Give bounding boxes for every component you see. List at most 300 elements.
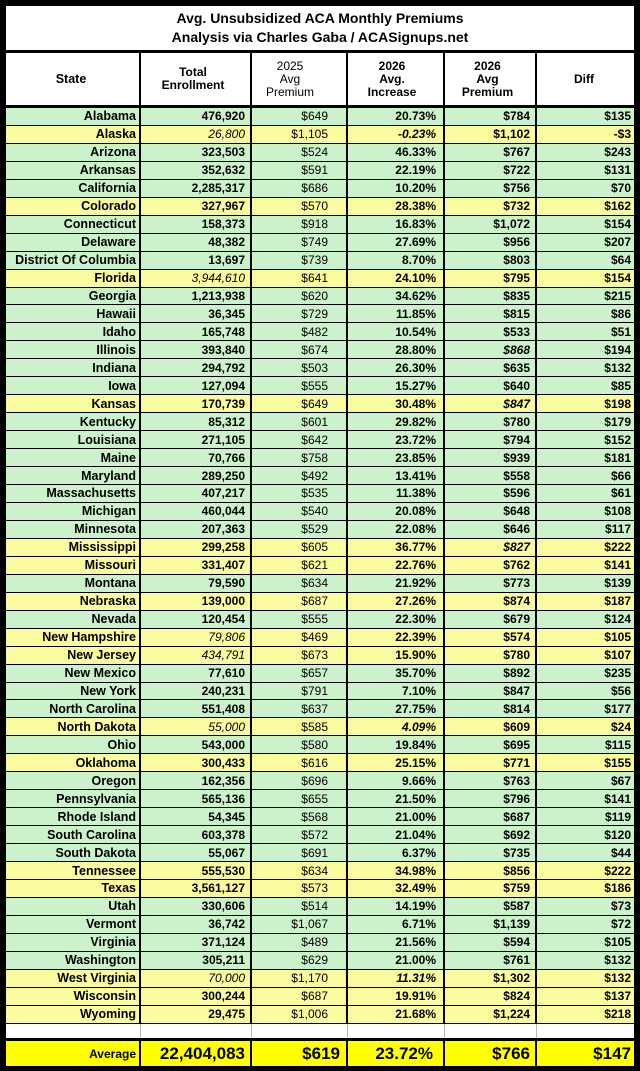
cell-increase_2026: 16.83% [348, 216, 445, 233]
cell-premium_2025: $591 [252, 162, 348, 179]
table-row [6, 826, 634, 844]
table-row [6, 970, 634, 988]
cell-enrollment: 70,766 [141, 449, 252, 466]
cell-state: Vermont [6, 916, 141, 933]
cell-state: District Of Columbia [6, 252, 141, 269]
column-header-premium_2026 [445, 53, 537, 105]
cell-enrollment: 1,213,938 [141, 288, 252, 305]
cell-increase_2026: 24.10% [348, 270, 445, 287]
cell-premium_2025: $634 [252, 575, 348, 592]
cell-state: Texas [6, 880, 141, 897]
cell-premium_2026: $773 [445, 575, 537, 592]
cell-premium_2026: $847 [445, 683, 537, 700]
cell-diff: $70 [610, 181, 631, 196]
cell-premium_2025: $1,006 [252, 1006, 348, 1023]
cell-increase_2026: 21.56% [348, 934, 445, 951]
cell-increase_2026: 28.38% [348, 198, 445, 215]
cell-premium_2026: $780 [445, 647, 537, 664]
cell-diff: $85 [610, 378, 631, 393]
cell-premium_2026: $767 [445, 144, 537, 161]
cell-enrollment: 460,044 [141, 503, 252, 520]
column-header-line: Premium [461, 84, 514, 99]
cell-enrollment: 305,211 [141, 952, 252, 969]
cell-enrollment: 139,000 [141, 593, 252, 610]
column-header-row [6, 53, 634, 108]
cell-premium_2026: $640 [445, 377, 537, 394]
cell-premium_2025: $739 [252, 252, 348, 269]
cell-diff: $141 [604, 791, 631, 806]
cell-premium_2026: $596 [445, 485, 537, 502]
cell-premium_2026: $761 [445, 952, 537, 969]
table-row [6, 126, 634, 144]
cell-diff: $187 [604, 594, 631, 609]
cell-diff: -$3 [613, 127, 631, 142]
cell-premium_2025: $540 [252, 503, 348, 520]
cell-premium_2026: $824 [445, 988, 537, 1005]
cell-diff: $139 [604, 576, 631, 591]
cell-state: Illinois [6, 341, 141, 358]
cell-increase_2026: 10.20% [348, 180, 445, 197]
cell-premium_2025: $673 [252, 647, 348, 664]
cell-premium_2026: $735 [445, 844, 537, 861]
cell-premium_2025: $634 [252, 862, 348, 879]
cell-diff: $124 [604, 612, 631, 627]
cell-premium_2025: $649 [252, 108, 348, 125]
cell-premium_2026: $1,302 [445, 970, 537, 987]
cell-premium_2025: $601 [252, 413, 348, 430]
cell-enrollment: 331,407 [141, 557, 252, 574]
cell-premium_2026: $780 [445, 413, 537, 430]
cell-state: Ohio [6, 736, 141, 753]
cell-increase_2026: 21.50% [348, 790, 445, 807]
cell-increase_2026: 27.69% [348, 234, 445, 251]
cell-diff: $155 [604, 755, 631, 770]
cell-diff: $51 [610, 324, 631, 339]
cell-diff: $119 [604, 809, 631, 824]
cell-diff: $73 [610, 899, 631, 914]
table-row [6, 395, 634, 413]
cell-increase_2026: 22.19% [348, 162, 445, 179]
table-row [6, 377, 634, 395]
cell-premium_2025: $649 [252, 395, 348, 412]
column-header-line: Total [179, 65, 207, 79]
cell-premium_2026: $646 [445, 521, 537, 538]
cell-diff: $67 [610, 773, 631, 788]
cell-increase_2026: 11.31% [348, 970, 445, 987]
table-row [6, 665, 634, 683]
table-row [6, 503, 634, 521]
cell-state: Virginia [6, 934, 141, 951]
cell-state: Delaware [6, 234, 141, 251]
cell-enrollment: 55,000 [141, 718, 252, 735]
cell-increase_2026: 22.76% [348, 557, 445, 574]
cell-premium_2025: $489 [252, 934, 348, 951]
cell-diff: $86 [610, 306, 631, 321]
cell-premium_2026: $648 [445, 503, 537, 520]
cell-diff: $117 [604, 522, 631, 537]
cell-premium_2026: $815 [445, 305, 537, 322]
cell-diff: $154 [604, 217, 631, 232]
table-row [6, 359, 634, 377]
cell-enrollment: 434,791 [141, 647, 252, 664]
cell-state: Oklahoma [6, 754, 141, 771]
cell-premium_2025: $918 [252, 216, 348, 233]
column-header-line: Premium [265, 84, 314, 99]
cell-enrollment: 327,967 [141, 198, 252, 215]
table-row [6, 880, 634, 898]
cell-premium_2026: $679 [445, 611, 537, 628]
cell-diff: $198 [604, 396, 631, 411]
table-row [6, 754, 634, 772]
cell-increase_2026: 21.04% [348, 826, 445, 843]
column-header-line: 2026 [378, 58, 406, 73]
cell-enrollment: 555,530 [141, 862, 252, 879]
cell-premium_2025: $585 [252, 718, 348, 735]
cell-state: South Carolina [6, 826, 141, 843]
cell-premium_2025: $791 [252, 683, 348, 700]
cell-increase_2026: 11.38% [348, 485, 445, 502]
cell-enrollment: 300,244 [141, 988, 252, 1005]
cell-state: Washington [6, 952, 141, 969]
table-row [6, 916, 634, 934]
table-row [6, 557, 634, 575]
cell-state: Maryland [6, 467, 141, 484]
cell-premium_2026: $1,139 [445, 916, 537, 933]
cell-state: Connecticut [6, 216, 141, 233]
cell-diff: $154 [604, 271, 631, 286]
cell-increase_2026: 7.10% [348, 683, 445, 700]
table-row [6, 449, 634, 467]
cell-enrollment: 371,124 [141, 934, 252, 951]
column-header-line: Avg [476, 71, 499, 86]
table-row [6, 898, 634, 916]
cell-enrollment: 3,561,127 [141, 880, 252, 897]
cell-enrollment: 551,408 [141, 700, 252, 717]
cell-state: New York [6, 683, 141, 700]
column-header-line: Enrollment [161, 78, 225, 92]
cell-premium_2025: $605 [252, 539, 348, 556]
spacer-cell [445, 1024, 537, 1038]
cell-diff: $131 [604, 163, 631, 178]
cell-increase_2026: 27.75% [348, 700, 445, 717]
column-header-diff [537, 53, 634, 105]
cell-premium_2025: $687 [252, 593, 348, 610]
cell-premium_2025: $573 [252, 880, 348, 897]
cell-increase_2026: 9.66% [348, 772, 445, 789]
cell-premium_2026: $771 [445, 754, 537, 771]
cell-premium_2026: $558 [445, 467, 537, 484]
cell-state: New Jersey [6, 647, 141, 664]
column-header-increase_2026 [348, 53, 445, 105]
cell-enrollment: 476,920 [141, 108, 252, 125]
cell-enrollment: 77,610 [141, 665, 252, 682]
table-row [6, 234, 634, 252]
cell-enrollment: 79,590 [141, 575, 252, 592]
table-title-line-2: Analysis via Charles Gaba / ACASignups.net [171, 29, 469, 45]
table-row [6, 611, 634, 629]
cell-diff: $56 [610, 683, 631, 698]
cell-enrollment: 323,503 [141, 144, 252, 161]
cell-increase_2026: 21.00% [348, 952, 445, 969]
cell-enrollment: 79,806 [141, 629, 252, 646]
cell-state: Maine [6, 449, 141, 466]
table-row [6, 934, 634, 952]
cell-state: Nevada [6, 611, 141, 628]
cell-premium_2026: $1,072 [445, 216, 537, 233]
cell-premium_2025: $616 [252, 754, 348, 771]
column-header-line: Avg [279, 71, 301, 86]
cell-enrollment: 207,363 [141, 521, 252, 538]
cell-state: Mississippi [6, 539, 141, 556]
table-row [6, 808, 634, 826]
cell-diff: $105 [604, 630, 631, 645]
cell-increase_2026: -0.23% [348, 126, 445, 143]
cell-enrollment: 294,792 [141, 359, 252, 376]
cell-state: Tennessee [6, 862, 141, 879]
cell-enrollment: 85,312 [141, 413, 252, 430]
column-header-premium_2025 [252, 53, 348, 105]
cell-premium_2025: $535 [252, 485, 348, 502]
average-diff: $147 [593, 1043, 631, 1063]
column-header-line: Increase [367, 84, 417, 99]
cell-premium_2026: $814 [445, 700, 537, 717]
table-row [6, 413, 634, 431]
cell-increase_2026: 20.73% [348, 108, 445, 125]
cell-diff: $177 [604, 701, 631, 716]
table-row [6, 575, 634, 593]
cell-increase_2026: 20.08% [348, 503, 445, 520]
cell-increase_2026: 23.85% [348, 449, 445, 466]
table-row [6, 108, 634, 126]
table-row [6, 862, 634, 880]
cell-enrollment: 48,382 [141, 234, 252, 251]
cell-diff: $132 [604, 953, 631, 968]
cell-state: Louisiana [6, 431, 141, 448]
table-row [6, 772, 634, 790]
cell-premium_2026: $1,224 [445, 1006, 537, 1023]
cell-enrollment: 165,748 [141, 323, 252, 340]
cell-premium_2026: $956 [445, 234, 537, 251]
cell-diff: $115 [604, 737, 631, 752]
cell-premium_2026: $732 [445, 198, 537, 215]
column-header-line: Diff [574, 71, 594, 86]
cell-diff: $64 [610, 253, 631, 268]
cell-premium_2026: $794 [445, 431, 537, 448]
cell-enrollment: 271,105 [141, 431, 252, 448]
cell-increase_2026: 8.70% [348, 252, 445, 269]
cell-increase_2026: 10.54% [348, 323, 445, 340]
cell-diff: $215 [604, 289, 631, 303]
table-row [6, 952, 634, 970]
cell-increase_2026: 6.71% [348, 916, 445, 933]
cell-enrollment: 55,067 [141, 844, 252, 861]
column-header-line: State [55, 71, 87, 86]
cell-enrollment: 543,000 [141, 736, 252, 753]
table-row [6, 323, 634, 341]
cell-premium_2026: $762 [445, 557, 537, 574]
cell-increase_2026: 22.30% [348, 611, 445, 628]
cell-enrollment: 158,373 [141, 216, 252, 233]
cell-premium_2025: $687 [252, 988, 348, 1005]
cell-premium_2025: $580 [252, 736, 348, 753]
cell-enrollment: 352,632 [141, 162, 252, 179]
cell-state: Hawaii [6, 305, 141, 322]
cell-enrollment: 603,378 [141, 826, 252, 843]
spacer-row [6, 1024, 634, 1041]
table-row [6, 288, 634, 306]
cell-increase_2026: 21.92% [348, 575, 445, 592]
cell-state: North Carolina [6, 700, 141, 717]
average-total-enrollment: 22,404,083 [141, 1041, 252, 1066]
cell-increase_2026: 11.85% [348, 305, 445, 322]
cell-increase_2026: 14.19% [348, 898, 445, 915]
cell-diff: $61 [610, 486, 631, 501]
cell-state: Alabama [6, 108, 141, 125]
cell-premium_2025: $655 [252, 790, 348, 807]
cell-diff: $152 [604, 432, 631, 447]
cell-premium_2025: $503 [252, 359, 348, 376]
table-row [6, 467, 634, 485]
table-row [6, 844, 634, 862]
cell-diff: $243 [604, 145, 631, 160]
cell-premium_2026: $695 [445, 736, 537, 753]
cell-premium_2025: $524 [252, 144, 348, 161]
cell-state: Arkansas [6, 162, 141, 179]
table-row [6, 539, 634, 557]
cell-increase_2026: 35.70% [348, 665, 445, 682]
table-row [6, 647, 634, 665]
average-2026-increase: 23.72% [348, 1041, 445, 1066]
table-row [6, 305, 634, 323]
cell-increase_2026: 15.90% [348, 647, 445, 664]
cell-premium_2026: $722 [445, 162, 537, 179]
cell-increase_2026: 46.33% [348, 144, 445, 161]
cell-diff: $105 [604, 935, 631, 950]
table-row [6, 593, 634, 611]
cell-premium_2025: $568 [252, 808, 348, 825]
cell-enrollment: 54,345 [141, 808, 252, 825]
cell-diff: $108 [604, 504, 631, 519]
cell-increase_2026: 25.15% [348, 754, 445, 771]
cell-premium_2025: $1,170 [252, 970, 348, 987]
cell-state: Iowa [6, 377, 141, 394]
table-row [6, 736, 634, 754]
cell-premium_2025: $492 [252, 467, 348, 484]
cell-premium_2025: $1,067 [252, 916, 348, 933]
cell-state: South Dakota [6, 844, 141, 861]
cell-diff: $135 [604, 109, 631, 124]
cell-premium_2026: $856 [445, 862, 537, 879]
cell-state: Indiana [6, 359, 141, 376]
cell-diff: $66 [610, 468, 631, 483]
column-header-line: Avg. [379, 71, 405, 86]
cell-state: Idaho [6, 323, 141, 340]
cell-increase_2026: 19.84% [348, 736, 445, 753]
cell-state: California [6, 180, 141, 197]
cell-premium_2025: $570 [252, 198, 348, 215]
cell-diff: $132 [604, 971, 631, 986]
cell-diff: $120 [604, 827, 631, 842]
cell-enrollment: 29,475 [141, 1006, 252, 1023]
table-row [6, 988, 634, 1006]
cell-enrollment: 330,606 [141, 898, 252, 915]
cell-state: North Dakota [6, 718, 141, 735]
table-title-line-1: Avg. Unsubsidized ACA Monthly Premiums [176, 10, 464, 26]
cell-increase_2026: 21.68% [348, 1006, 445, 1023]
cell-premium_2026: $796 [445, 790, 537, 807]
column-header-state [6, 53, 141, 105]
cell-enrollment: 120,454 [141, 611, 252, 628]
cell-premium_2025: $555 [252, 611, 348, 628]
cell-enrollment: 393,840 [141, 341, 252, 358]
cell-increase_2026: 36.77% [348, 539, 445, 556]
cell-premium_2025: $529 [252, 521, 348, 538]
cell-state: Montana [6, 575, 141, 592]
average-row [6, 1041, 634, 1066]
cell-diff: $141 [604, 558, 631, 573]
cell-state: Michigan [6, 503, 141, 520]
cell-premium_2026: $533 [445, 323, 537, 340]
table-row [6, 629, 634, 647]
cell-increase_2026: 22.08% [348, 521, 445, 538]
average-2025-premium: $619 [252, 1041, 348, 1066]
table-row [6, 198, 634, 216]
cell-premium_2025: $514 [252, 898, 348, 915]
cell-enrollment: 3,944,610 [141, 270, 252, 287]
table-row [6, 341, 634, 359]
cell-state: Georgia [6, 288, 141, 305]
cell-premium_2026: $687 [445, 808, 537, 825]
cell-premium_2026: $763 [445, 772, 537, 789]
cell-enrollment: 300,433 [141, 754, 252, 771]
spacer-cell [6, 1024, 141, 1038]
cell-premium_2025: $674 [252, 341, 348, 358]
cell-state: Rhode Island [6, 808, 141, 825]
cell-state: Kentucky [6, 413, 141, 430]
cell-enrollment: 36,345 [141, 305, 252, 322]
cell-premium_2025: $729 [252, 305, 348, 322]
table-body [6, 108, 634, 1024]
table-row [6, 162, 634, 180]
cell-premium_2026: $1,102 [445, 126, 537, 143]
cell-state: Massachusetts [6, 485, 141, 502]
cell-premium_2026: $784 [445, 108, 537, 125]
cell-diff: $186 [604, 881, 631, 896]
cell-increase_2026: 28.80% [348, 341, 445, 358]
cell-diff: $132 [604, 360, 631, 375]
cell-premium_2025: $621 [252, 557, 348, 574]
cell-premium_2026: $635 [445, 359, 537, 376]
cell-state: Arizona [6, 144, 141, 161]
cell-premium_2026: $874 [445, 593, 537, 610]
cell-state: Florida [6, 270, 141, 287]
cell-state: New Hampshire [6, 629, 141, 646]
cell-enrollment: 407,217 [141, 485, 252, 502]
table-row [6, 1006, 634, 1024]
cell-increase_2026: 30.48% [348, 395, 445, 412]
cell-state: Alaska [6, 126, 141, 143]
cell-enrollment: 240,231 [141, 683, 252, 700]
cell-increase_2026: 4.09% [348, 718, 445, 735]
cell-diff: $72 [610, 917, 631, 932]
cell-increase_2026: 22.39% [348, 629, 445, 646]
table-row [6, 521, 634, 539]
table-row [6, 180, 634, 198]
column-header-line: 2025 [276, 58, 304, 73]
average-label: Average [6, 1041, 141, 1066]
table-row [6, 431, 634, 449]
cell-premium_2025: $642 [252, 431, 348, 448]
